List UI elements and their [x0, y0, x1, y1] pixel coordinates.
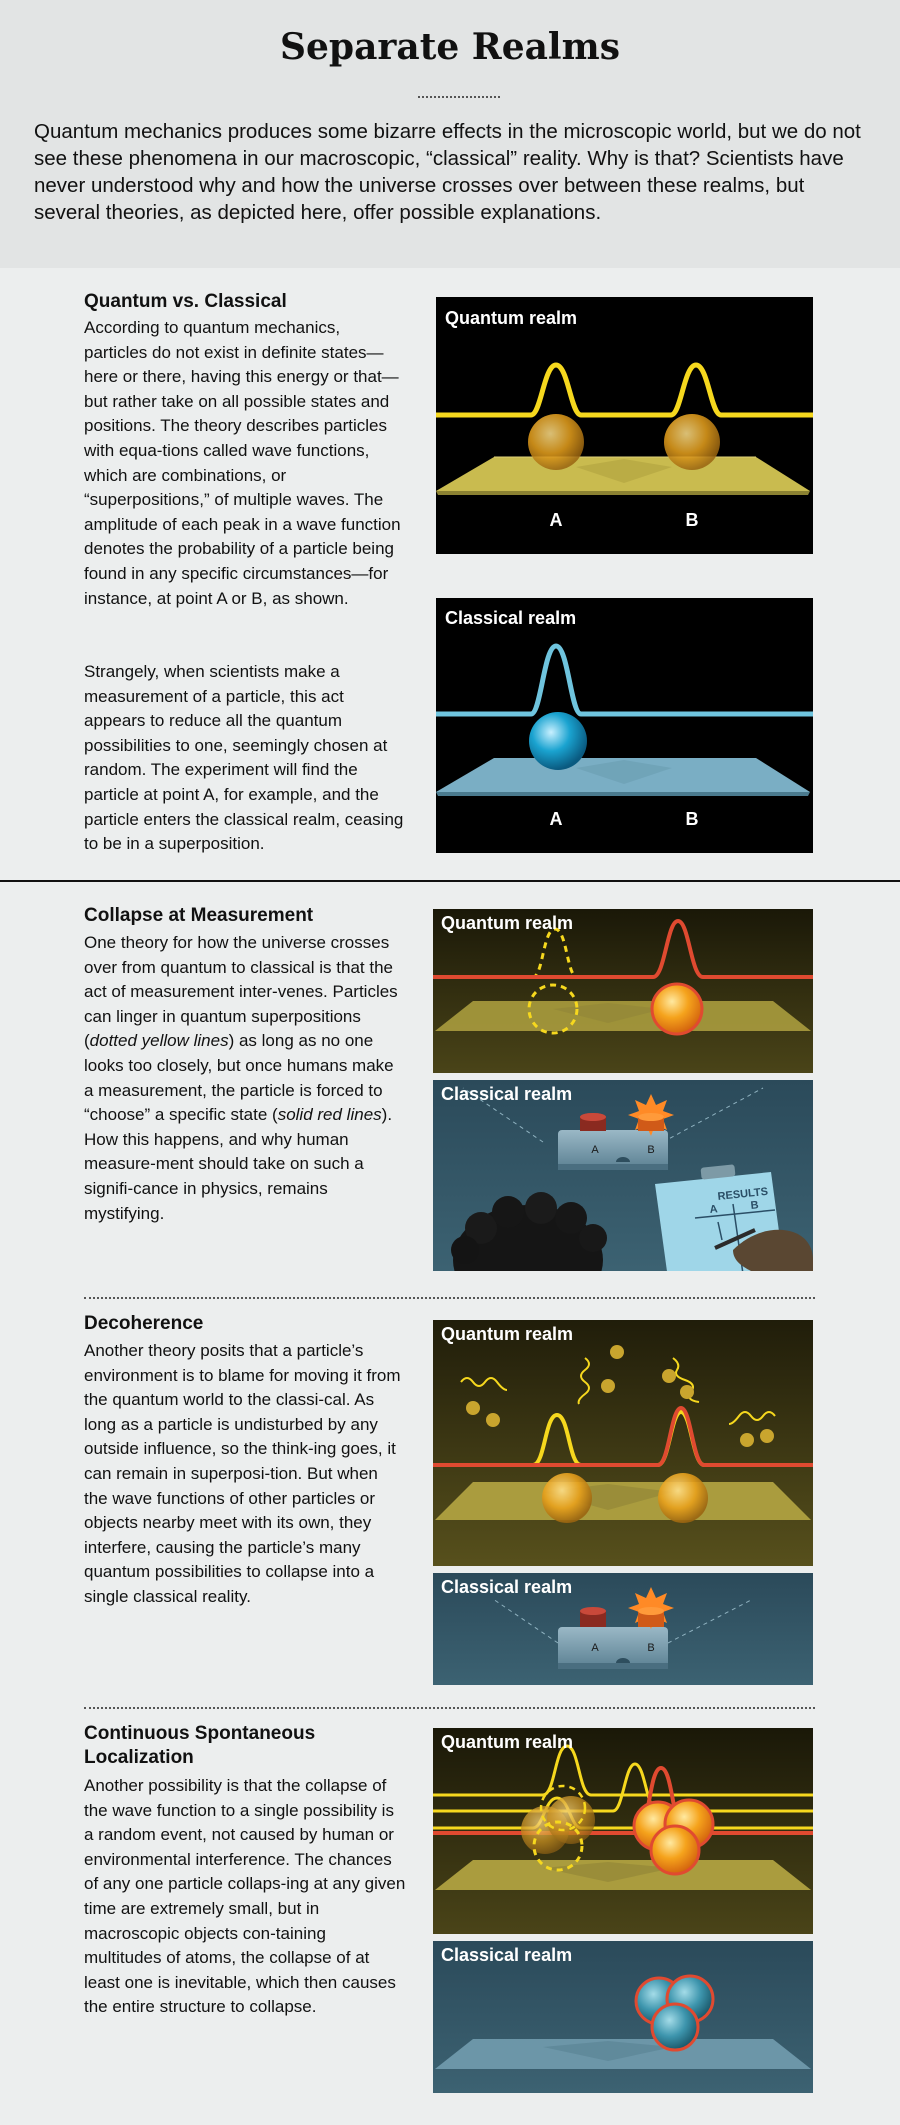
quantum-vs-classical-paragraph-1: According to quantum mechanics, particles do not exist in definite states—here or there, having this energy or that—but rather take on all possible states and positions. The theory describes particles with equa-tions called wave functions, which are combinations, or “superpositions,” of multiple waves. The amplitude of each peak in a wave function denotes the probability of a particle being found in any specific circumstances—for instance, at point A or B, as shown.: [84, 318, 401, 608]
device-label-a: A: [591, 1642, 599, 1654]
point-b-label: B: [685, 809, 699, 829]
results-col-a: A: [709, 1203, 719, 1216]
point-b-label: B: [685, 510, 699, 530]
decoherence-classical-panel: [433, 1573, 813, 1685]
classical-realm-label: Classical realm: [441, 1577, 573, 1597]
results-label: RESULTS: [717, 1185, 769, 1203]
section-title-collapse-at-measurement: Collapse at Measurement: [84, 905, 314, 926]
quantum-realm-label: Quantum realm: [441, 1324, 574, 1344]
section-title-decoherence: Decoherence: [84, 1313, 204, 1334]
quantum-realm-label: Quantum realm: [441, 913, 574, 933]
device-label-b: B: [647, 1642, 655, 1654]
decoherence-quantum-panel: [433, 1320, 813, 1566]
csl-classical-panel: [433, 1941, 813, 2093]
decoherence-paragraph: Another theory posits that a particle’s environment is to blame for moving it from the quantum world to the classi-cal. As long as a particle is undisturbed by any outside influence, so the think-ing goes, it can remain in superposi-tion. But when the wave functions of other particles or objects nearby meet with its own, they interfere, causing the particle’s many quantum possibilities to collapse into a single classical reality.: [84, 1341, 401, 1606]
quantum-realm-label: Quantum realm: [441, 1732, 574, 1752]
device-label-b: B: [647, 1144, 655, 1156]
csl-paragraph: Another possibility is that the collapse of the wave function to a single possibility is a random event, not caused by human or environmental interference. The chances of any one particle collaps-ing at any given time are extremely small, but in macroscopic objects con-taining multitudes of atoms, the collapse of at least one is inevitable, which then causes the entire structure to collapse.: [84, 1776, 406, 2017]
csl-quantum-panel: [433, 1728, 813, 1934]
page-title: Separate Realms: [280, 26, 620, 68]
section-title-continuous-spontaneous-localization: Continuous Spontaneous Localization: [84, 1723, 316, 1768]
particle-a: [542, 1473, 592, 1523]
header-band: [0, 0, 900, 268]
particle-b: [658, 1473, 708, 1523]
particle-a: [528, 414, 584, 470]
collapse-classical-panel: [433, 1080, 813, 1271]
classical-realm-panel: [436, 598, 813, 853]
intro-paragraph: Quantum mechanics produces some bizarre effects in the microscopic world, but we do not see these phenomena in our macroscopic, “classical” reality. Why is that? Scientists have never understood why and how the universe crosses over between these realms, but several theories, as depicted here, offer possible explanations.: [34, 120, 861, 224]
results-col-b: B: [750, 1199, 760, 1212]
classical-realm-label: Classical realm: [441, 1945, 573, 1965]
device-label-a: A: [591, 1144, 599, 1156]
collapse-quantum-panel: [433, 909, 813, 1073]
section-divider: [84, 1297, 815, 1299]
section-divider: [84, 1707, 815, 1709]
point-a-label: A: [549, 510, 563, 530]
classical-particle-a: [529, 712, 587, 770]
point-a-label: A: [549, 809, 563, 829]
quantum-vs-classical-paragraph-2: Strangely, when scientists make a measurement of a particle, this act appears to reduce all the quantum possibilities to one, seemingly chosen at random. The experiment will find the particle at point A, for example, and the particle enters the classical realm, ceasing to be in a superposition.: [84, 662, 404, 854]
section-title-quantum-vs-classical: Quantum vs. Classical: [84, 291, 287, 312]
classical-realm-label: Classical realm: [445, 608, 577, 628]
collapsed-particle: [652, 984, 702, 1034]
collapse-paragraph: One theory for how the universe crosses over from quantum to classical is that the act of measurement inter-venes. Particles can linger in quantum superpositions (dotted yellow lines) as long as no one looks too closely, but once humans make a measurement, the particle is forced to “choose” a specific state (solid red lines). How this happens, and why human measure-ment should take on such a signifi-cance in physics, remains mystifying.: [84, 933, 398, 1223]
quantum-realm-panel: [436, 297, 813, 554]
quantum-realm-label: Quantum realm: [445, 308, 578, 328]
classical-realm-label: Classical realm: [441, 1084, 573, 1104]
title-rule: [418, 96, 500, 98]
section-divider: [0, 880, 900, 882]
particle-b: [664, 414, 720, 470]
